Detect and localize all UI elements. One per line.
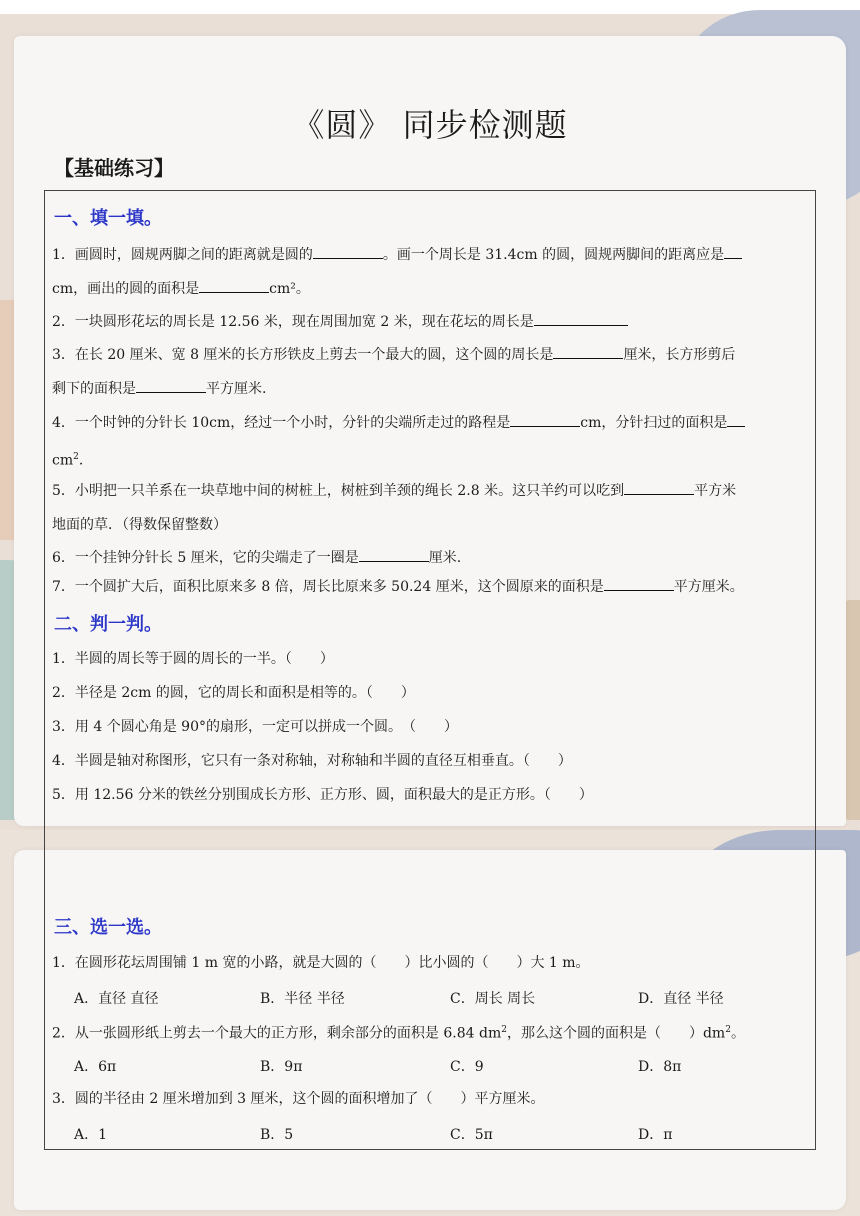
- option-c[interactable]: C．9: [450, 1059, 484, 1075]
- judge-item: 2．半径是 2cm 的圆，它的周长和面积是相等的。（ ）: [52, 685, 415, 701]
- basic-practice-tag: 【基础练习】: [54, 156, 174, 180]
- judge-item: 1．半圆的周长等于圆的周长的一半。（ ）: [52, 651, 334, 667]
- section-fill-heading: 一、填一填。: [54, 208, 162, 229]
- answer-blank[interactable]: [510, 410, 580, 427]
- fill-question-7: [52, 570, 810, 604]
- q6-text-a: 6．一个挂钟分针长 5 厘米，它的尖端走了一圈是: [52, 550, 359, 566]
- choose-question-2-stem: [52, 1013, 810, 1051]
- option-c[interactable]: C．周长 周长: [450, 991, 536, 1007]
- option-d[interactable]: D．π: [638, 1127, 673, 1143]
- answer-blank[interactable]: [534, 309, 628, 326]
- q3-text-d: 平方厘米.: [206, 381, 267, 397]
- q2-stem-c: 。: [730, 1025, 745, 1042]
- q4-text-c: cm: [52, 452, 74, 469]
- q2-stem-b: ，那么这个圆的面积是（ ）dm: [506, 1025, 726, 1042]
- q1-text-d: cm²。: [269, 281, 310, 297]
- choose-question-1-stem: 1．在圆形花坛周围铺 1 m 宽的小路，就是大圆的（ ）比小圆的（ ）大 1 m。: [52, 955, 590, 971]
- section-judge-heading: 二、判一判。: [54, 614, 162, 635]
- judge-item: 3．用 4 个圆心角是 90°的扇形，一定可以拼成一个圆。 （ ）: [52, 719, 458, 735]
- answer-blank[interactable]: [359, 545, 429, 562]
- q1-text-b: 。画一个周长是 31.4cm 的圆，圆规两脚间的距离应是: [382, 247, 725, 263]
- answer-blank[interactable]: [199, 276, 269, 293]
- judge-item: 4．半圆是轴对称图形，它只有一条对称轴，对称轴和半圆的直径互相垂直。（ ）: [52, 753, 572, 769]
- option-d[interactable]: D．8π: [638, 1059, 682, 1075]
- q5-text-a: 5．小明把一只羊系在一块草地中间的树桩上，树桩到羊颈的绳长 2.8 米。这只羊约可以吃到: [52, 483, 625, 499]
- section-choose-heading: 三、选一选。: [54, 917, 162, 938]
- choose-question-2-options: [74, 1056, 814, 1076]
- q3-text-b: 厘米，长方形剪后: [623, 347, 736, 363]
- choose-question-3-options: [74, 1124, 814, 1144]
- q2-superscript-2: 2: [725, 1025, 731, 1035]
- choose-question-1-options: [74, 988, 814, 1008]
- choose-question-3-stem: 3．圆的半径由 2 厘米增加到 3 厘米，这个圆的面积增加了（ ）平方厘米。: [52, 1091, 545, 1107]
- option-a[interactable]: A．直径 直径: [74, 991, 159, 1007]
- q2-stem-a: 2．从一张圆形纸上剪去一个最大的正方形，剩余部分的面积是 6.84 dm: [52, 1025, 502, 1042]
- answer-blank[interactable]: [604, 574, 674, 591]
- fill-question-5: [52, 474, 810, 542]
- option-c[interactable]: C．5π: [450, 1127, 493, 1143]
- answer-blank[interactable]: [553, 342, 623, 359]
- fill-question-4: [52, 406, 810, 478]
- q1-text-c: cm，画出的圆的面积是: [52, 281, 200, 297]
- answer-blank[interactable]: [624, 478, 694, 495]
- q2-text: 2．一块圆形花坛的周长是 12.56 米，现在周围加宽 2 米，现在花坛的周长是: [52, 314, 534, 330]
- judge-item: 5．用 12.56 分米的铁丝分别围成长方形、正方形、圆，面积最大的是正方形。（ ）: [52, 787, 593, 803]
- option-b[interactable]: B．半径 半径: [260, 991, 345, 1007]
- option-b[interactable]: B．5: [260, 1127, 294, 1143]
- q1-text-a: 1．画圆时，圆规两脚之间的距离就是圆的: [52, 247, 313, 263]
- option-d[interactable]: D．直径 半径: [638, 991, 724, 1007]
- q3-text-a: 3．在长 20 厘米、宽 8 厘米的长方形铁皮上剪去一个最大的圆，这个圆的周长是: [52, 347, 554, 363]
- answer-blank[interactable]: [313, 242, 383, 259]
- q6-text-b: 厘米.: [428, 550, 462, 566]
- q4-text-b: cm，分针扫过的面积是: [580, 415, 728, 431]
- q4-text-a: 4．一个时钟的分针长 10cm，经过一个小时，分针的尖端所走过的路程是: [52, 415, 511, 431]
- page-title: 《圆》 同步检测题: [292, 106, 568, 144]
- q4-text-d: .: [78, 452, 84, 469]
- option-b[interactable]: B．9π: [260, 1059, 303, 1075]
- answer-blank[interactable]: [136, 376, 206, 393]
- answer-blank[interactable]: [727, 410, 745, 427]
- answer-blank[interactable]: [724, 242, 742, 259]
- fill-question-1: [52, 238, 810, 306]
- q7-text-b: 平方厘米。: [673, 579, 744, 595]
- q4-superscript: 2: [73, 452, 79, 462]
- q5-text-b: 平方米: [694, 483, 737, 499]
- q3-text-c: 剩下的面积是: [52, 381, 136, 397]
- fill-question-3: [52, 338, 810, 406]
- fill-question-2: [52, 305, 810, 339]
- q5-text-c: 地面的草．（得数保留整数）: [52, 517, 227, 533]
- q7-text-a: 7．一个圆扩大后，面积比原来多 8 倍，周长比原来多 50.24 厘米，这个圆原来的面积是: [52, 579, 604, 595]
- q2-superscript: 2: [501, 1025, 507, 1035]
- option-a[interactable]: A．6π: [74, 1059, 117, 1075]
- option-a[interactable]: A．1: [74, 1127, 108, 1143]
